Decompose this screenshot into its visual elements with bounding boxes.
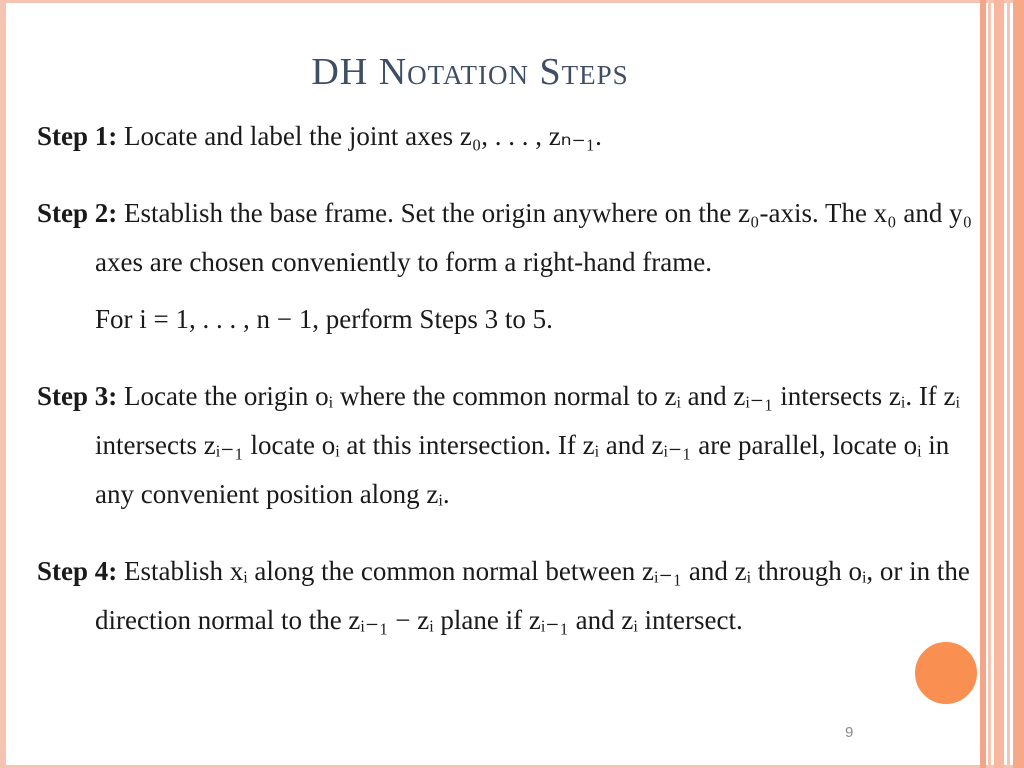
step-line: [37, 112, 979, 161]
loop-instruction: For i = 1, . . . , n − 1, perform Steps 3 to 5.: [95, 304, 553, 334]
step-label: Step 1:: [37, 121, 118, 151]
decorative-stripe: [980, 0, 986, 768]
step-text-continued: any convenient position along zᵢ.: [95, 479, 450, 509]
step-text-continued: axes are chosen conveniently to form a right-hand frame.: [95, 247, 713, 277]
slide-border-left: [0, 0, 6, 768]
slide-title: DH Notation Steps: [311, 51, 629, 93]
step-label: Step 4:: [37, 556, 118, 586]
decorative-stripe: [1013, 0, 1024, 768]
steps-content: [37, 112, 979, 673]
step-text-continued: direction normal to the zᵢ₋₁ − zᵢ plane if zᵢ₋₁ and zᵢ intersect.: [95, 605, 743, 635]
step-line: [37, 189, 979, 238]
decorative-stripe: [988, 0, 991, 768]
step-3: [37, 372, 979, 519]
step-2: [37, 189, 979, 344]
decorative-stripe: [994, 0, 1004, 768]
decorative-stripe: [1007, 0, 1010, 768]
page-number: 9: [845, 724, 854, 741]
step-text: Establish the base frame. Set the origin anywhere on the z₀-axis. The x₀ and y₀: [124, 198, 972, 228]
step-text-continued: intersects zᵢ₋₁ locate oᵢ at this intersection. If zᵢ and zᵢ₋₁ are parallel, locate oᵢ in: [95, 430, 950, 460]
step-line: [37, 547, 979, 596]
step-label: Step 3:: [37, 381, 118, 411]
step-text: Locate and label the joint axes z₀, . . . , zₙ₋₁.: [124, 121, 602, 151]
step-4: [37, 547, 979, 645]
step-1: [37, 112, 979, 161]
slide-border-top: [0, 0, 1024, 3]
step-line: [37, 372, 979, 421]
step-label: Step 2:: [37, 198, 118, 228]
step-text: Establish xᵢ along the common normal between zᵢ₋₁ and zᵢ through oᵢ, or in the: [124, 556, 970, 586]
decorative-circle: [913, 640, 979, 706]
step-text: Locate the origin oᵢ where the common normal to zᵢ and zᵢ₋₁ intersects zᵢ. If zᵢ: [124, 381, 960, 411]
